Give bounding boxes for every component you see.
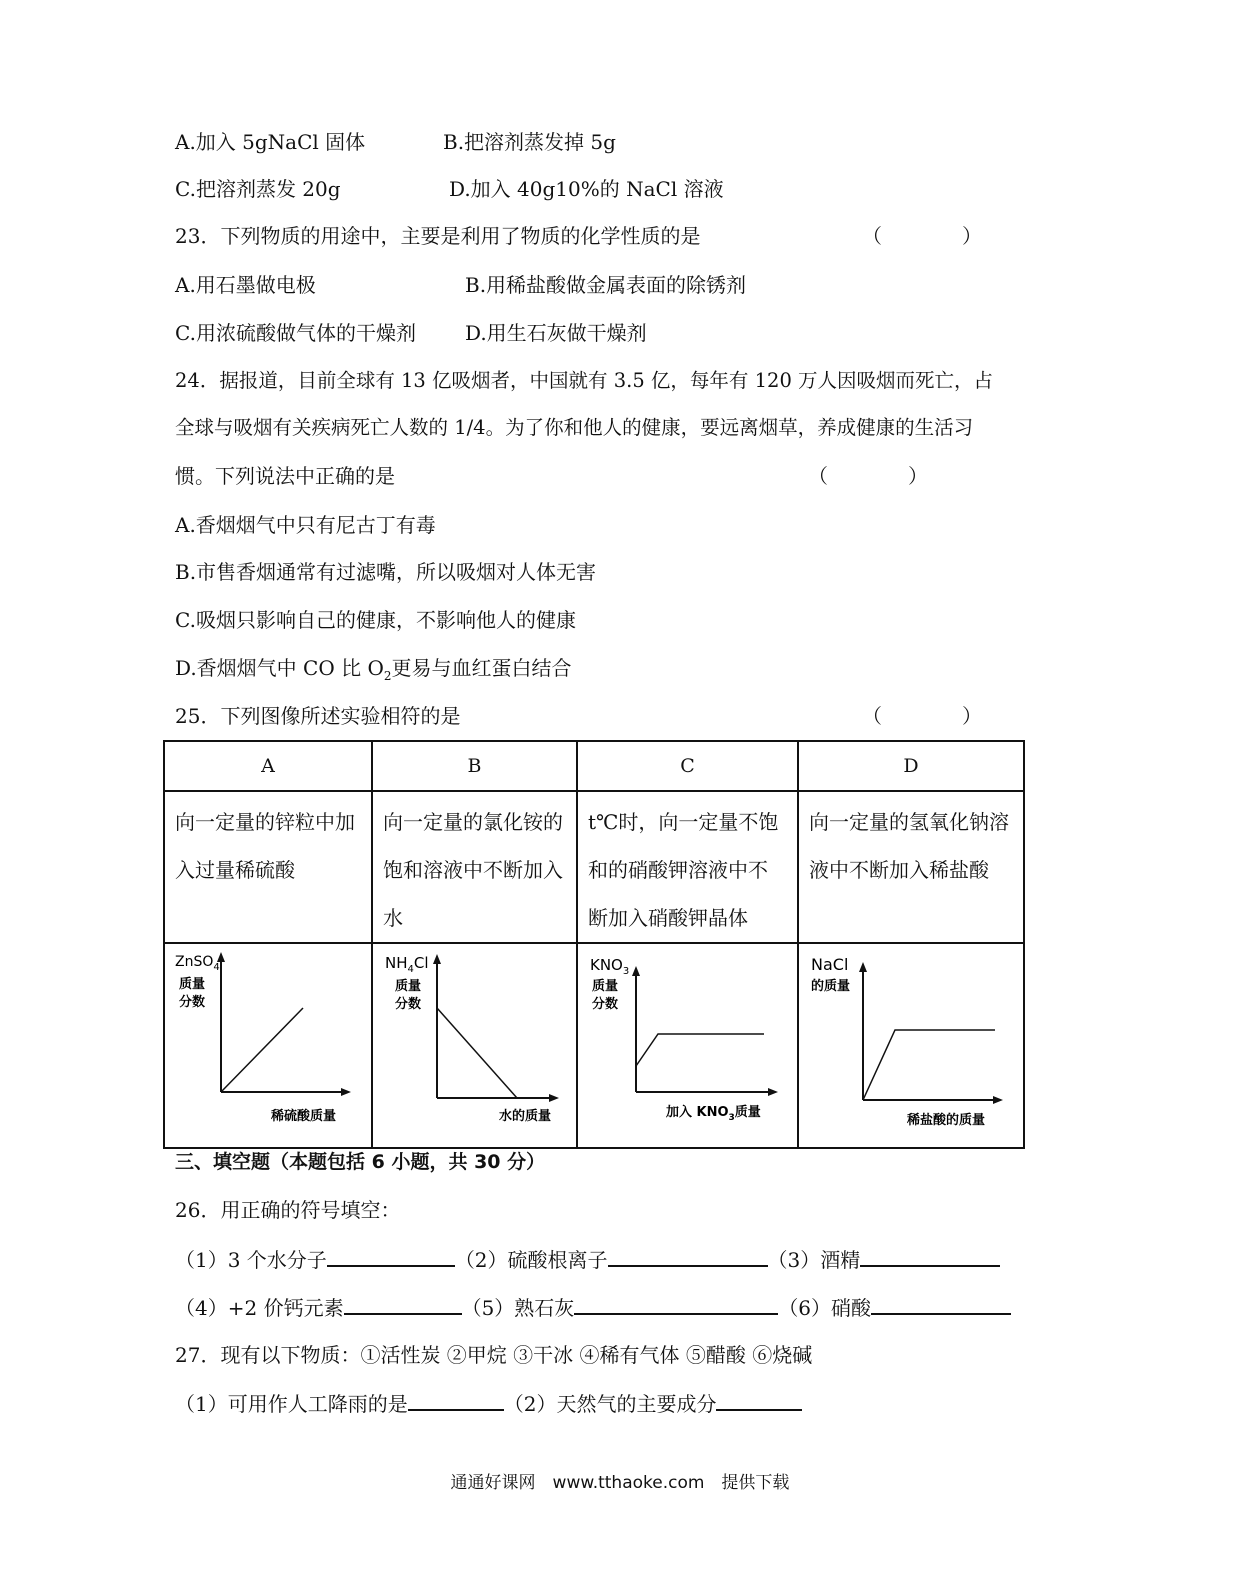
graph-b-curve [437, 1008, 517, 1098]
q22-option-a: A.加入 5gNaCl 固体 [175, 130, 366, 154]
q22-option-b: B.把溶剂蒸发掉 5g [443, 130, 616, 154]
q27-blank-1[interactable] [408, 1389, 504, 1411]
q24-option-d-text-end: 更易与血红蛋白结合 [391, 656, 572, 680]
graph-d-ylabel-2: 的质量 [811, 979, 851, 994]
q24-option-d-subscript: 2 [383, 669, 392, 683]
q25-graph-cell-d [798, 943, 1024, 1148]
graph-d-y-arrow [859, 962, 867, 972]
q23-option-c: C.用浓硫酸做气体的干燥剂 [175, 321, 416, 345]
graph-b-ylabel-2: 质量 [395, 979, 422, 994]
q25-desc-cell-a [164, 791, 372, 943]
q24-answer-paren: （ ） [808, 464, 928, 488]
graph-c-x-arrow [768, 1088, 778, 1096]
q25-desc-c: t℃时，向一定量不饱和的硝酸钾溶液中不断加入硝酸钾晶体 [588, 810, 779, 930]
q23-option-a: A.用石墨做电极 [175, 273, 316, 297]
q24-option-c: C.吸烟只影响自己的健康，不影响他人的健康 [175, 608, 576, 632]
graph-b-y-arrow [433, 954, 441, 964]
graph-c-curve [636, 1034, 764, 1066]
q25-answer-paren: （ ） [862, 704, 982, 728]
q23-option-d: D.用生石灰做干燥剂 [465, 321, 647, 345]
q24-stem-line1: 24．据报道，目前全球有 13 亿吸烟者，中国就有 3.5 亿，每年有 120 万人因吸烟而死亡，占 [175, 369, 994, 392]
q24-stem-line2: 全球与吸烟有关疾病死亡人数的 1/4。为了你和他人的健康，要远离烟草，养成健康的生活习 [175, 416, 974, 439]
q26-item-6: （6）硝酸 [778, 1296, 872, 1320]
q23-stem: 23．下列物质的用途中，主要是利用了物质的化学性质的是 [175, 224, 701, 248]
q27-row-1 [175, 1389, 802, 1418]
q24-option-d-text: D.香烟烟气中 CO 比 O [175, 656, 384, 680]
q25-header-d: D [798, 741, 1024, 791]
q25-graph-cell-a [164, 943, 372, 1148]
q25-desc-a: 向一定量的锌粒中加入过量稀硫酸 [175, 810, 355, 882]
q25-table [163, 740, 1025, 1149]
q26-row-1 [175, 1245, 1000, 1274]
graph-b-xlabel: 水的质量 [499, 1109, 552, 1124]
q26-row-2 [175, 1293, 1011, 1322]
q26-blank-5[interactable] [574, 1293, 778, 1315]
q25-desc-b: 向一定量的氯化铵的饱和溶液中不断加入水 [383, 810, 563, 930]
graph-a-ylabel: ZnSO$_4$ [175, 954, 220, 973]
q22-option-d: D.加入 40g10%的 NaCl 溶液 [449, 177, 724, 201]
graph-a-ylabel-3: 分数 [179, 995, 206, 1010]
q25-graph-a [165, 944, 371, 1142]
q24-option-d [175, 654, 572, 690]
graph-a-ylabel-2: 质量 [179, 977, 206, 992]
q26-blank-1[interactable] [327, 1245, 455, 1267]
graph-a-curve [221, 1008, 303, 1092]
q26-blank-2[interactable] [608, 1245, 768, 1267]
q23-option-b: B.用稀盐酸做金属表面的除锈剂 [465, 273, 747, 297]
graph-c-ylabel-3: 分数 [592, 997, 619, 1012]
graph-d-curve [863, 1030, 995, 1100]
q26-blank-4[interactable] [344, 1293, 462, 1315]
q26-item-1: （1）3 个水分子 [175, 1248, 327, 1272]
graph-c-xlabel: 加入 $KNO_3$质量 [666, 1105, 761, 1123]
q25-header-c: C [577, 741, 798, 791]
q22-option-c: C.把溶剂蒸发 20g [175, 177, 341, 201]
q26-blank-3[interactable] [860, 1245, 1000, 1267]
page-footer: 通通好课网 www.tthaoke.com 提供下载 [450, 1473, 790, 1493]
q26-item-2: （2）硫酸根离子 [454, 1248, 608, 1272]
q25-desc-cell-c [577, 791, 798, 943]
q25-graph-d [799, 944, 1023, 1142]
q27-item-1: （1）可用作人工降雨的是 [175, 1392, 408, 1416]
q25-graph-b [373, 944, 576, 1142]
graph-a-x-arrow [341, 1088, 351, 1096]
graph-b-ylabel: $NH_4Cl$ [385, 954, 429, 975]
q27-item-2: （2）天然气的主要成分 [503, 1392, 717, 1416]
q26-item-4: （4）+2 价钙元素 [175, 1296, 344, 1320]
q25-desc-cell-d [798, 791, 1024, 943]
q25-graph-c [578, 944, 797, 1142]
q25-header-b: B [372, 741, 577, 791]
graph-c-y-arrow [632, 966, 640, 976]
graph-b-x-arrow [549, 1094, 559, 1102]
graph-d-xlabel: 稀盐酸的质量 [907, 1113, 986, 1128]
q26-item-5: （5）熟石灰 [461, 1296, 575, 1320]
q25-graph-cell-b [372, 943, 577, 1148]
q26-item-3: （3）酒精 [767, 1248, 861, 1272]
graph-d-ylabel: NaCl [811, 955, 849, 974]
q24-stem-line3: 惯。下列说法中正确的是 [175, 464, 395, 488]
q27-blank-2[interactable] [716, 1389, 802, 1411]
graph-c-ylabel: $KNO_3$ [590, 956, 630, 977]
graph-d-x-arrow [993, 1096, 1003, 1104]
graph-b-ylabel-3: 分数 [395, 997, 422, 1012]
q25-desc-d: 向一定量的氢氧化钠溶液中不断加入稀盐酸 [809, 810, 1009, 882]
q26-stem: 26．用正确的符号填空： [175, 1198, 401, 1222]
graph-c-ylabel-2: 质量 [592, 979, 619, 994]
q27-stem: 27．现有以下物质：①活性炭 ②甲烷 ③干冰 ④稀有气体 ⑤醋酸 ⑥烧碱 [175, 1343, 813, 1367]
q24-option-b: B.市售香烟通常有过滤嘴，所以吸烟对人体无害 [175, 560, 597, 584]
graph-a-y-arrow [217, 952, 225, 962]
q25-graph-cell-c [577, 943, 798, 1148]
q24-option-a: A.香烟烟气中只有尼古丁有毒 [175, 513, 436, 537]
q23-answer-paren: （ ） [862, 224, 982, 248]
q26-blank-6[interactable] [871, 1293, 1011, 1315]
section3-title: 三、填空题（本题包括 6 小题，共 30 分） [175, 1151, 546, 1173]
graph-a-xlabel: 稀硫酸质量 [271, 1109, 337, 1124]
q25-header-a: A [164, 741, 372, 791]
q25-stem: 25．下列图像所述实验相符的是 [175, 704, 461, 728]
q25-desc-cell-b [372, 791, 577, 943]
